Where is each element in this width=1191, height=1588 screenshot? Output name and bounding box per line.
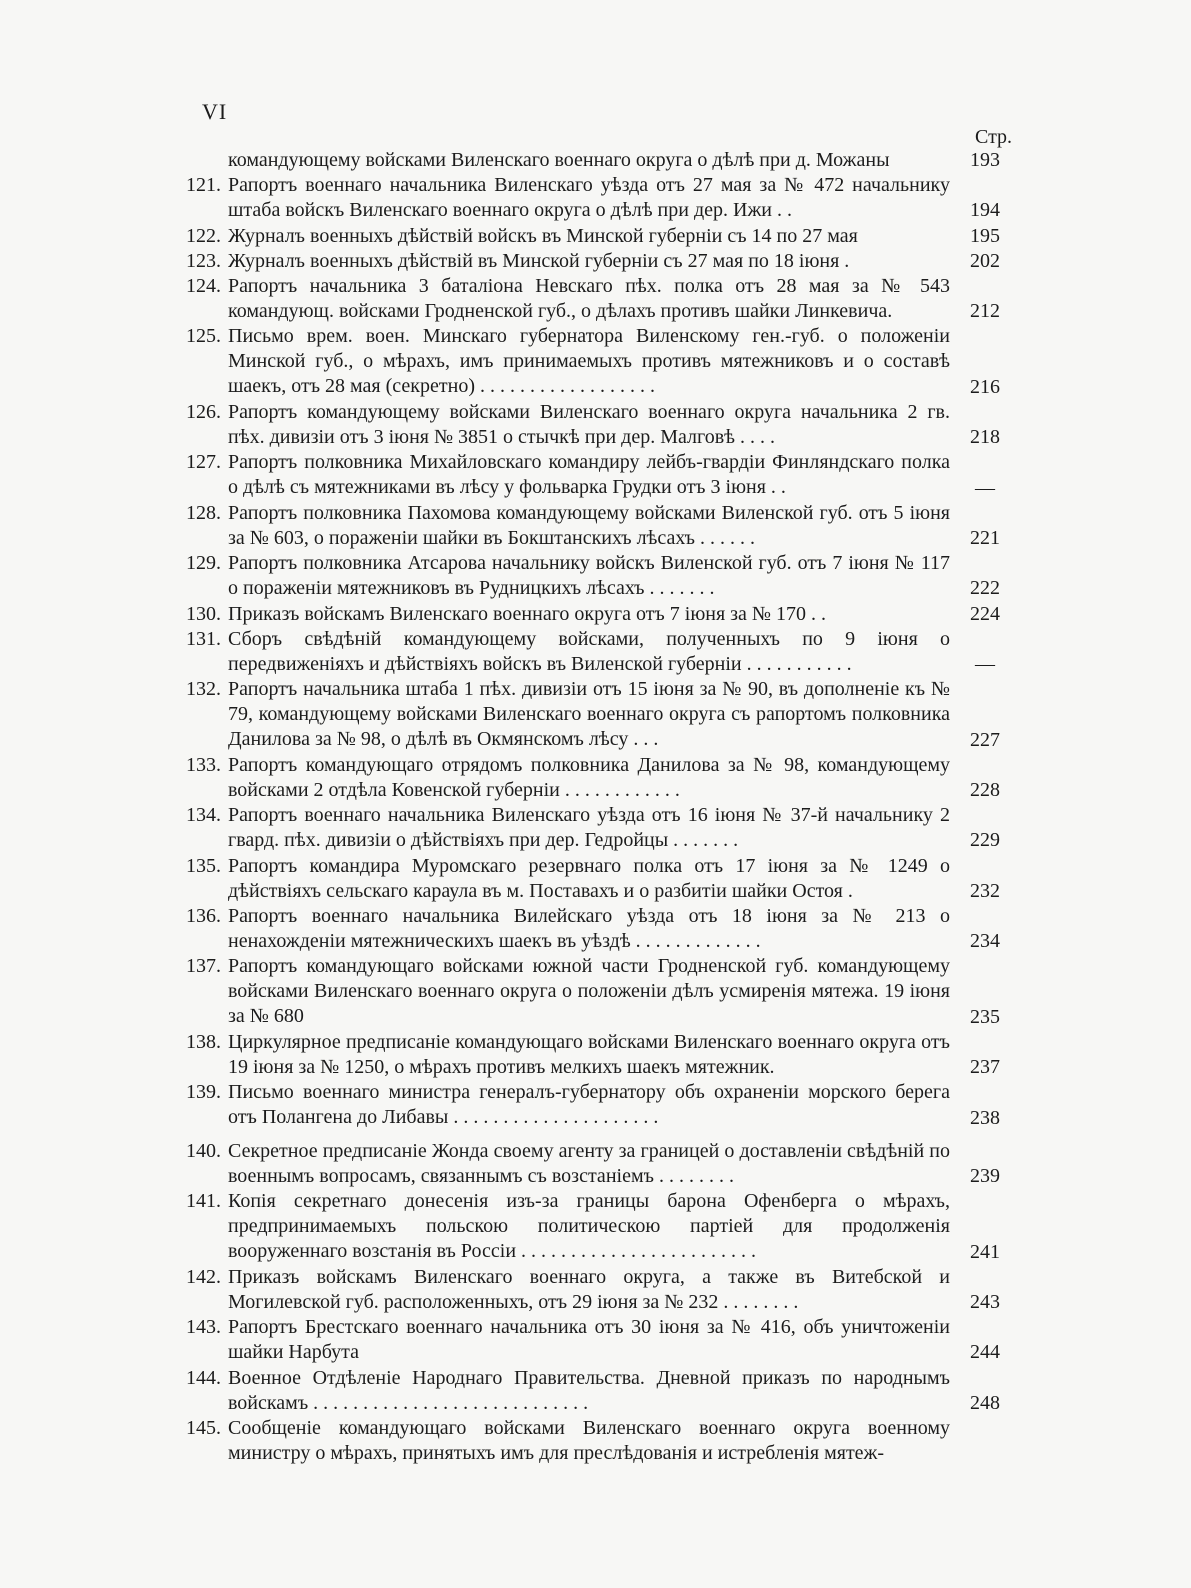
- toc-entry-number: 133.: [186, 753, 221, 776]
- toc-entry-page: 224: [970, 602, 1000, 625]
- toc-entry-number: 122.: [186, 224, 221, 247]
- toc-entry-page: 194: [970, 199, 1000, 222]
- toc-entry-title: Циркулярное предписаніе командующаго войсками Виленскаго военнаго округа отъ 19 іюня за № 1250, о мѣрахъ противъ мелкихъ шаекъ мятежник.: [228, 1031, 950, 1078]
- toc-entry-page: 248: [970, 1391, 1000, 1414]
- toc-entry-page: 222: [970, 577, 1000, 600]
- toc-entry-page: 216: [970, 375, 1000, 398]
- toc-entry: [0, 148, 1191, 173]
- toc-entry-title: Журналъ военныхъ дѣйствій въ Минской губерніи съ 27 мая по 18 іюня .: [228, 249, 850, 272]
- toc-entry-number: 134.: [186, 804, 221, 827]
- toc-entry-number: 136.: [186, 905, 221, 927]
- toc-entry: [0, 501, 1191, 551]
- toc-entry-page: 218: [970, 426, 1000, 449]
- toc-entry-page: 241: [970, 1240, 1000, 1263]
- toc-entry-number: 127.: [186, 451, 221, 474]
- toc-entry-page: 239: [970, 1164, 1000, 1187]
- toc-entry-number: 139.: [186, 1081, 221, 1104]
- toc-entry: [0, 1139, 1191, 1189]
- toc-entry-title: Рапортъ начальника штаба 1 пѣх. дивизіи отъ 15 іюня за № 90, въ дополненіе къ № 79, командующему войсками Виленскаго военнаго округа съ рапортомъ полковника Данилова за № 98, о дѣлѣ въ Окмянскомъ лѣсу . . .: [228, 678, 950, 751]
- toc-entry: [0, 400, 1191, 450]
- toc-entry-title: Рапортъ военнаго начальника Вилейскаго уѣзда отъ 18 іюня за № 213 о ненахожденіи мятежническихъ шаекъ въ уѣздѣ . . . . . . . . . . . . .: [228, 905, 950, 952]
- toc-entry-title: Рапортъ начальника 3 баталіона Невскаго пѣх. полка отъ 28 мая за № 543 командующ. войсками Гродненской губ., о дѣлахъ противъ шайки Линкевича.: [228, 275, 950, 322]
- toc-entry-page: 227: [970, 728, 1000, 751]
- toc-entry-title: Рапортъ командира Муромскаго резервнаго полка отъ 17 іюня за № 1249 о дѣйствіяхъ сельскаго караула въ м. Поставахъ и о разбитіи шайки Остоя .: [228, 854, 950, 902]
- toc-entry: [0, 1366, 1191, 1416]
- toc-entry-page: 195: [970, 224, 1000, 247]
- toc-entry: [0, 173, 1191, 223]
- toc-entry-title: Рапортъ полковника Атсарова начальнику войскъ Виленской губ. отъ 7 іюня № 117 о пораженіи мятежниковъ въ Рудницкихъ лѣсахъ . . . . . . .: [228, 552, 950, 600]
- toc-entry-page: 228: [970, 778, 1000, 801]
- toc-entry-title: Рапортъ полковника Михайловскаго командиру лейбъ-гвардіи Финляндскаго полка о дѣлѣ съ мятежниками въ лѣсу у фольварка Грудки отъ 3 іюня . .: [228, 451, 950, 499]
- toc-entry-number: 138.: [186, 1031, 221, 1053]
- toc-entry: [0, 904, 1191, 954]
- toc-entry-number: 141.: [186, 1190, 221, 1213]
- toc-entry: [0, 627, 1191, 677]
- toc-entry: [0, 1080, 1191, 1130]
- toc-entry: [0, 274, 1191, 324]
- toc-entry-page: 244: [970, 1341, 1000, 1364]
- toc-entry-number: 130.: [186, 602, 221, 625]
- toc-entry-title: Рапортъ Брестскаго военнаго начальника отъ 30 іюня за № 416, объ уничтоженіи шайки Нарбута: [228, 1316, 950, 1364]
- toc-entry-number: 137.: [186, 955, 221, 978]
- toc-entry: [0, 954, 1191, 1030]
- toc-entry: [0, 249, 1191, 274]
- toc-entry-page: 202: [970, 249, 1000, 272]
- toc-entry-title: Рапортъ военнаго начальника Виленскаго уѣзда отъ 16 іюня № 37-й начальнику 2 гвард. пѣх. дивизіи о дѣйствіяхъ при дер. Гедройцы . . . . . . .: [228, 804, 950, 852]
- toc-entry-page: —: [975, 476, 995, 499]
- toc-entry-title: Сообщеніе командующаго войсками Виленскаго военнаго округа военному министру о мѣрахъ, принятыхъ имъ для преслѣдованія и истребленія мятеж-: [228, 1417, 950, 1464]
- toc-entry-number: 123.: [186, 249, 221, 272]
- toc-entry-title: Рапортъ командующему войсками Виленскаго военнаго округа начальника 2 гв. пѣх. дивизіи отъ 3 іюня № 3851 о стычкѣ при дер. Малговѣ . . . .: [228, 401, 950, 448]
- toc-entry-page: 212: [970, 300, 1000, 323]
- toc-entry-title: Сборъ свѣдѣній командующему войсками, полученныхъ по 9 іюня о передвиженіяхъ и дѣйствіяхъ войскъ въ Виленской губерніи . . . . . . . . . . .: [228, 627, 950, 675]
- page-number-roman: VI: [202, 99, 228, 124]
- toc-entry-page: 193: [970, 149, 1000, 171]
- toc-entry-number: 131.: [186, 627, 221, 650]
- toc-entry-page: 243: [970, 1290, 1000, 1313]
- toc-entry-number: 135.: [186, 854, 221, 877]
- toc-entry-title: Письмо врем. воен. Минскаго губернатора Виленскому ген.-губ. о положеніи Минской губ., о мѣрахъ, имъ принимаемыхъ противъ мятежниковъ и о составѣ шаекъ, отъ 28 мая (секретно) . . . . . . . . . . . . . . . . . .: [228, 325, 950, 398]
- toc-entry-title: Приказъ войскамъ Виленскаго военнаго округа отъ 7 іюня за № 170 . .: [228, 602, 827, 625]
- toc-entry: [0, 1189, 1191, 1265]
- toc-entry-title: Военное Отдѣленіе Народнаго Правительства. Дневной приказъ по народнымъ войскамъ . . . . . . . . . . . . . . . . . . . . . . . . . . . .: [228, 1366, 950, 1414]
- toc-entry-page: 238: [970, 1106, 1000, 1129]
- toc-entry-title: Приказъ войскамъ Виленскаго военнаго округа, а также въ Витебской и Могилевской губ. расположенныхъ, отъ 29 іюня за № 232 . . . . . . . .: [228, 1265, 950, 1313]
- toc-entry-title: Копія секретнаго донесенія изъ-за границы барона Офенберга о мѣрахъ, предпринимаемыхъ польскою политическою партіей для продолженія вооруженнаго возстанія въ Россіи . . . . . . . . . . . . . . . . . . . . . . . .: [228, 1190, 950, 1263]
- toc-entry: [0, 1416, 1191, 1466]
- toc-entry: [0, 803, 1191, 853]
- toc-entry: [0, 1265, 1191, 1315]
- toc-entry-number: 145.: [186, 1417, 221, 1439]
- toc-entry-title: Рапортъ командующаго отрядомъ полковника Данилова за № 98, командующему войсками 2 отдѣла Ковенской губерніи . . . . . . . . . . . .: [228, 753, 950, 801]
- toc-entry-number: 125.: [186, 325, 221, 348]
- toc-entry-title: Секретное предписаніе Жонда своему агенту за границей о доставленіи свѣдѣній по военнымъ вопросамъ, связаннымъ съ возстаніемъ . . . . . . . .: [228, 1139, 950, 1187]
- toc-entry-title: командующему войсками Виленскаго военнаго округа о дѣлѣ при д. Можаны: [228, 149, 890, 171]
- toc-entry-page: —: [975, 652, 995, 675]
- toc-entry-number: 132.: [186, 678, 221, 701]
- toc-entry: [0, 753, 1191, 803]
- toc-entry: [0, 677, 1191, 753]
- toc-entry-number: 129.: [186, 552, 221, 575]
- toc-entry: [0, 1315, 1191, 1365]
- page-column-header: Стр.: [975, 126, 1013, 148]
- toc-entry-number: 142.: [186, 1265, 221, 1288]
- toc-entry-page: 237: [970, 1056, 1000, 1079]
- toc-entry-number: 143.: [186, 1316, 221, 1339]
- toc-entry-number: 144.: [186, 1366, 221, 1389]
- toc-entry-title: Журналъ военныхъ дѣйствій войскъ въ Минской губерніи съ 14 по 27 мая: [228, 224, 858, 247]
- toc-entry: [0, 1030, 1191, 1080]
- toc-entry-page: 234: [970, 930, 1000, 953]
- toc-entry-number: 126.: [186, 401, 221, 423]
- toc-entry-number: 124.: [186, 275, 221, 297]
- toc-entry-page: 235: [970, 1005, 1000, 1028]
- toc-entry-title: Рапортъ командующаго войсками южной части Гродненской губ. командующему войсками Виленскаго военнаго округа о положеніи дѣлъ усмиренія мятежа. 19 іюня за № 680: [228, 955, 950, 1028]
- toc-entry-title: Рапортъ полковника Пахомова командующему войсками Виленской губ. отъ 5 іюня за № 603, о пораженіи шайки въ Бокштанскихъ лѣсахъ . . . . . .: [228, 501, 950, 549]
- toc-entry-page: 229: [970, 829, 1000, 852]
- toc-entry-number: 128.: [186, 501, 221, 524]
- toc-entry-number: 121.: [186, 174, 221, 197]
- toc-entry: [0, 324, 1191, 400]
- toc-entry-title: Письмо военнаго министра генералъ-губернатору объ охраненіи морского берега отъ Полангена до Либавы . . . . . . . . . . . . . . . . . . . . .: [228, 1081, 950, 1129]
- toc-entry: [0, 854, 1191, 904]
- toc-entry: [0, 551, 1191, 601]
- toc-entry: [0, 224, 1191, 249]
- toc-entry-page: 232: [970, 879, 1000, 902]
- toc-entry-number: 140.: [186, 1139, 221, 1162]
- toc-entry-title: Рапортъ военнаго начальника Виленскаго уѣзда отъ 27 мая за № 472 начальнику штаба войскъ Виленскаго военнаго округа о дѣлѣ при дер. Ижи . .: [228, 174, 950, 222]
- toc-entry-page: 221: [970, 526, 1000, 549]
- toc-entry: [0, 450, 1191, 500]
- toc-entry: [0, 602, 1191, 627]
